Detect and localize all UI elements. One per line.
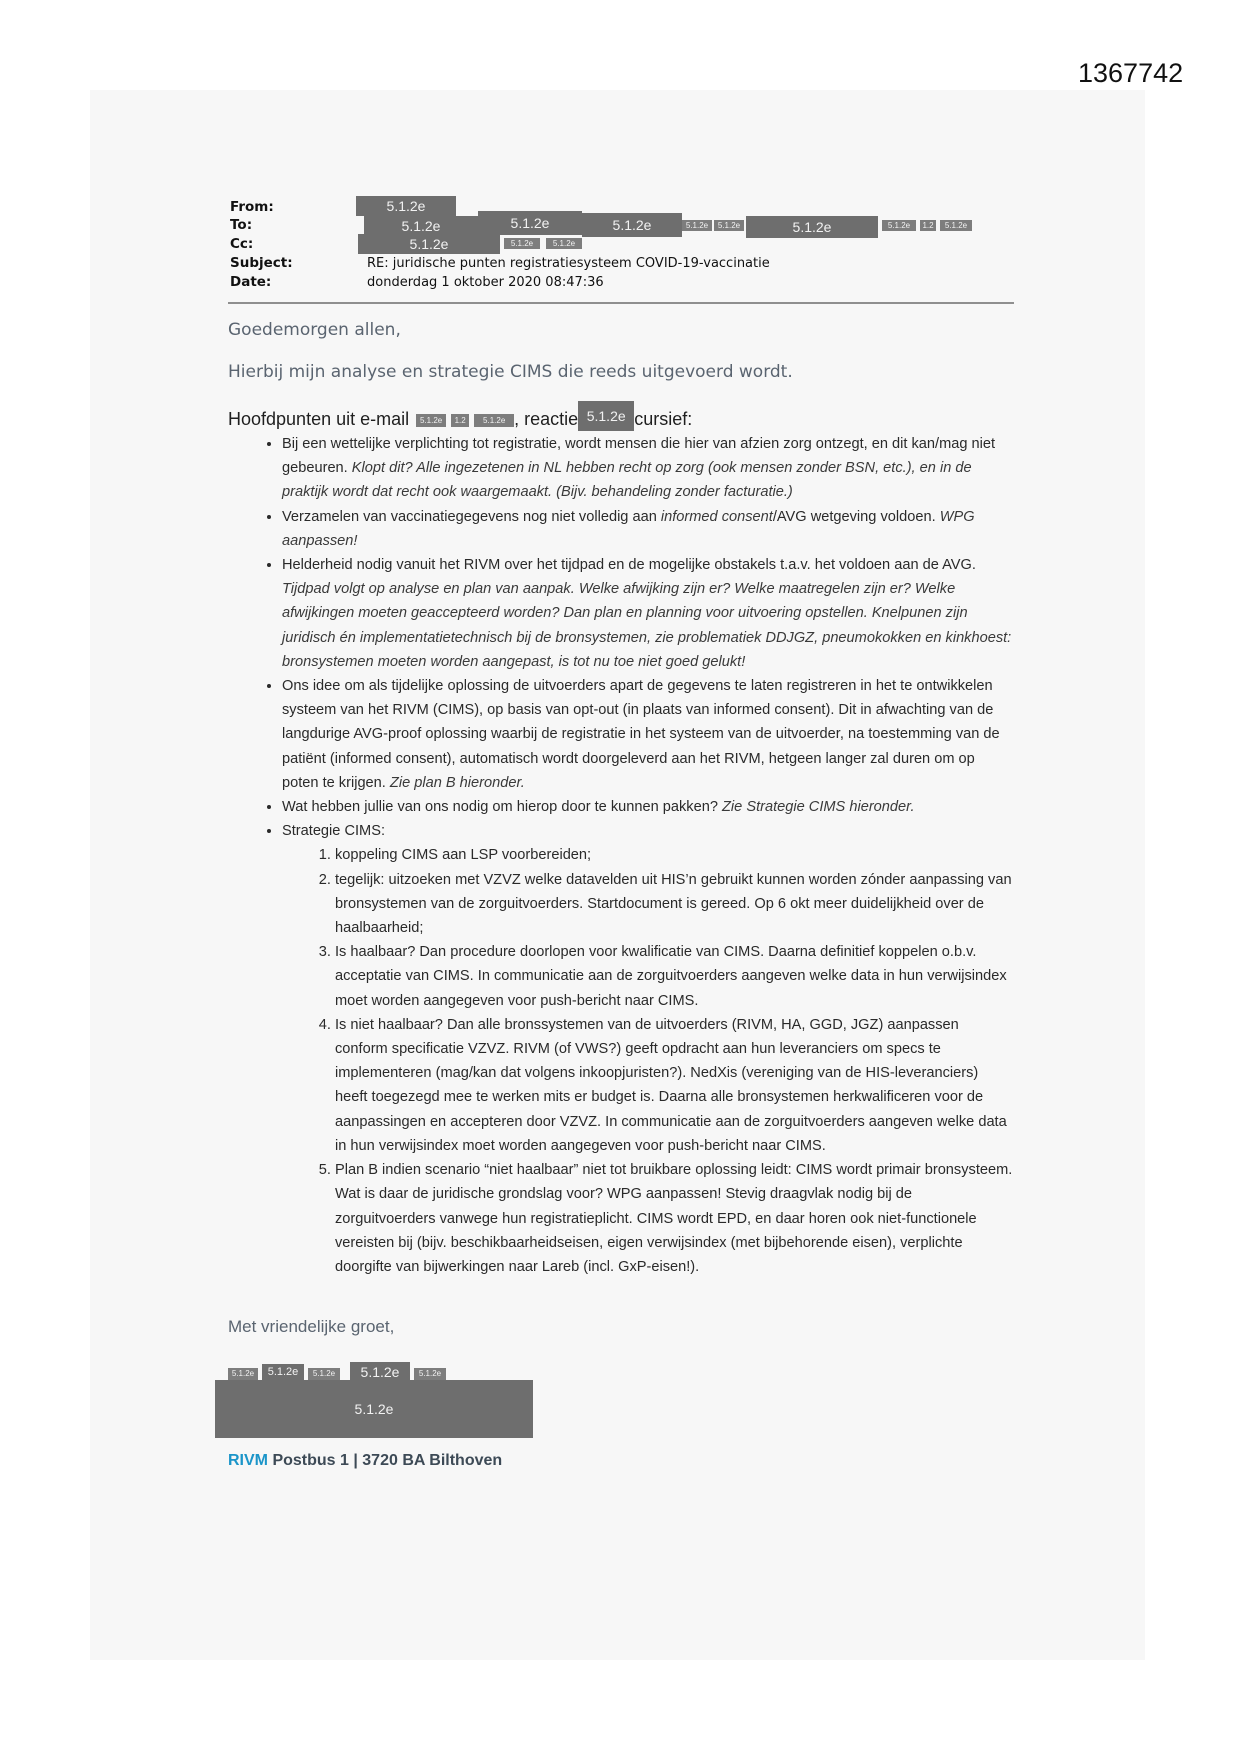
bullet-reaction: Tijdpad volgt op analyse en plan van aanpak. Welke afwijking zijn er? Welke maatregelen zijn er? Welke afwijkingen moeten geaccepteerd worden? Dan plan en planning voor uitvoering opstellen. Knelpunen zijn juridisch én implementatietechnisch bij de bronsystemen, zie problematiek DDJGZ, pneumokokken en kinkhoest: bronsystemen moeten worden aangepast, is tot nu toe niet goed gelukt!	[282, 581, 1012, 670]
signoff: Met vriendelijke groet,	[228, 1317, 395, 1336]
bullet-text: Strategie CIMS:	[282, 823, 386, 840]
bullet-reaction: Klopt dit? Alle ingezetenen in NL hebben recht op zorg (ook mensen zonder BSN, etc.), en in de praktijk wordt dat recht ook waargemaakt. (Bijv. behandeling zonder facturatie.)	[282, 460, 972, 501]
strategy-step: 4. Is niet haalbaar? Dan alle bronssystemen van de uitvoerders (RIVM, HA, GGD, JGZ) aanpassen conform specificatie VZVZ. RIVM (of VWS?) geeft opdracht aan hun leveranciers om specs te implementeren (mag/kan dat volgens inkoopjuristen?). NedXis (vereniging van de HIS-leveranciers) heeft toegezegd mee te werken mits er budget is. Daarna alle bronsystemen herkwalificeren voor de aanpassingen en accepteren door VZVZ. In communicatie aan de zorguitvoerders aangeven welke data in hun verwijsindex moet worden aangegeven voor push-bericht naar CIMS.	[335, 1013, 1014, 1158]
bullet-reaction: Zie plan B hieronder.	[389, 774, 525, 791]
date-label: Date:	[230, 274, 272, 290]
strategy-step: 2. tegelijk: uitzoeken met VZVZ welke datavelden uit HIS’n gebruikt kunnen worden zónder aanpassing van bronsystemen van de zorguitvoerders. Startdocument is gereed. Op 6 okt meer duidelijkheid over de haalbaarheid;	[335, 868, 1014, 941]
list-item	[282, 674, 1014, 795]
redaction-to-6: 5.1.2e	[746, 216, 878, 238]
list-item	[282, 819, 1014, 1279]
subject-value: RE: juridische punten registratiesysteem COVID-19-vaccinatie	[367, 256, 770, 271]
redaction-to-2: 5.1.2e	[478, 211, 582, 235]
postal-address: Postbus 1 | 3720 BA Bilthoven	[272, 1452, 503, 1469]
redaction-sig-3: 5.1.2e	[308, 1368, 340, 1380]
redaction-cc-3: 5.1.2e	[546, 238, 582, 249]
redaction-to-8: 1.2	[920, 220, 936, 231]
intro-line: Hierbij mijn analyse en strategie CIMS die reeds uitgevoerd wordt.	[228, 362, 793, 382]
bullet-text: Helderheid nodig vanuit het RIVM over het tijdpad en de mogelijke obstakels t.a.v. het voldoen aan de AVG.	[282, 557, 976, 574]
list-item	[282, 553, 1014, 674]
rivm-logo-text: RIVM	[228, 1452, 268, 1469]
redaction-cc-1: 5.1.2e	[358, 234, 500, 254]
redaction-sig-1: 5.1.2e	[228, 1368, 258, 1380]
greeting: Goedemorgen allen,	[228, 320, 401, 340]
strategy-step: 3. Is haalbaar? Dan procedure doorlopen voor kwalificatie van CIMS. Daarna definitief koppelen o.b.v. acceptatie van CIMS. In communicatie aan de zorguitvoerders aangeven welke data in hun verwijsindex moet worden aangegeven voor push-bericht naar CIMS.	[335, 940, 1014, 1013]
lead-suffix: cursief:	[634, 408, 693, 429]
redaction-to-5: 5.1.2e	[714, 220, 744, 231]
list-item	[282, 795, 1014, 819]
bullet-text: Verzamelen van vaccinatiegegevens nog niet volledig aan	[282, 508, 657, 525]
from-label: From:	[230, 199, 274, 215]
strategy-step: 5. Plan B indien scenario “niet haalbaar” niet tot bruikbare oplossing leidt: CIMS wordt primair bronsysteem. Wat is daar de juridische grondslag voor? WPG aanpassen! Stevig draagvlak nodig bij de zorguitvoerders vanwege hun registratieplicht. CIMS wordt EPD, en daar horen ook niet-functionele vereisten bij (bijv. beschikbaarheidseisen, eigen verwijsindex (met bijbehorende eisen), verplichte doorgifte van bijwerkingen naar Lareb (incl. GxP-eisen!).	[335, 1158, 1014, 1279]
bullet-text: Ons idee om als tijdelijke oplossing de uitvoerders apart de gegevens te laten registreren in het te ontwikkelen systeem van het RIVM (CIMS), op basis van opt-out (in plaats van informed consent). Dit in afwachting van de langdurige AVG-proof oplossing waarbij de registratie in het systeem van de uitvoerder, na toestemming van de patiënt (informed consent), automatisch wordt doorgeleverd aan het RIVM, hetgeen langer zal duren om op poten te krijgen.	[282, 678, 1000, 791]
header-divider	[228, 302, 1014, 304]
bullet-emphasis: informed consent	[660, 508, 773, 525]
main-points-list	[262, 432, 1014, 1279]
lead-middle: , reactie	[514, 408, 579, 429]
strategy-list	[282, 843, 1014, 1279]
lead-prefix: Hoofdpunten uit e-mail	[228, 408, 410, 429]
list-item	[282, 432, 1014, 505]
redaction-sig-4: 5.1.2e	[350, 1362, 410, 1382]
bullet-reaction: Zie Strategie CIMS hieronder.	[722, 799, 915, 816]
redaction-cc-2: 5.1.2e	[504, 238, 540, 249]
list-item	[282, 505, 1014, 553]
redaction-to-3: 5.1.2e	[582, 213, 682, 237]
bullet-reaction: WPG aanpassen!	[282, 508, 975, 549]
bullet-text: Wat hebben jullie van ons nodig om hierop door te kunnen pakken?	[282, 799, 718, 816]
redaction-sig-5: 5.1.2e	[414, 1368, 446, 1380]
redaction-lead-4: 5.1.2e	[578, 401, 634, 431]
redaction-lead-2: 1.2	[451, 414, 469, 427]
bullet-text-tail: /AVG wetgeving voldoen.	[772, 508, 936, 525]
cc-label: Cc:	[230, 236, 254, 252]
lead-line	[228, 405, 692, 435]
date-value: donderdag 1 oktober 2020 08:47:36	[367, 275, 604, 290]
redaction-signature-block: 5.1.2e	[215, 1380, 533, 1438]
redaction-lead-3: 5.1.2e	[474, 414, 514, 427]
redaction-to-9: 5.1.2e	[940, 220, 972, 231]
strategy-step: 1. koppeling CIMS aan LSP voorbereiden;	[335, 843, 1014, 867]
redaction-to-7: 5.1.2e	[882, 220, 916, 231]
redaction-lead-1: 5.1.2e	[416, 414, 446, 427]
redaction-sig-2: 5.1.2e	[262, 1364, 304, 1380]
redaction-from: 5.1.2e	[356, 196, 456, 216]
bullet-text: Bij een wettelijke verplichting tot registratie, wordt mensen die hier van afzien zorg ontzegt, en dit kan/mag niet gebeuren.	[282, 436, 996, 477]
footer-address	[228, 1452, 502, 1470]
to-label: To:	[230, 217, 253, 233]
email-body	[262, 432, 1014, 1279]
document-number: 1367742	[1078, 58, 1184, 88]
redaction-to-4: 5.1.2e	[682, 220, 712, 231]
redaction-to-1: 5.1.2e	[364, 216, 478, 236]
subject-label: Subject:	[230, 255, 293, 271]
